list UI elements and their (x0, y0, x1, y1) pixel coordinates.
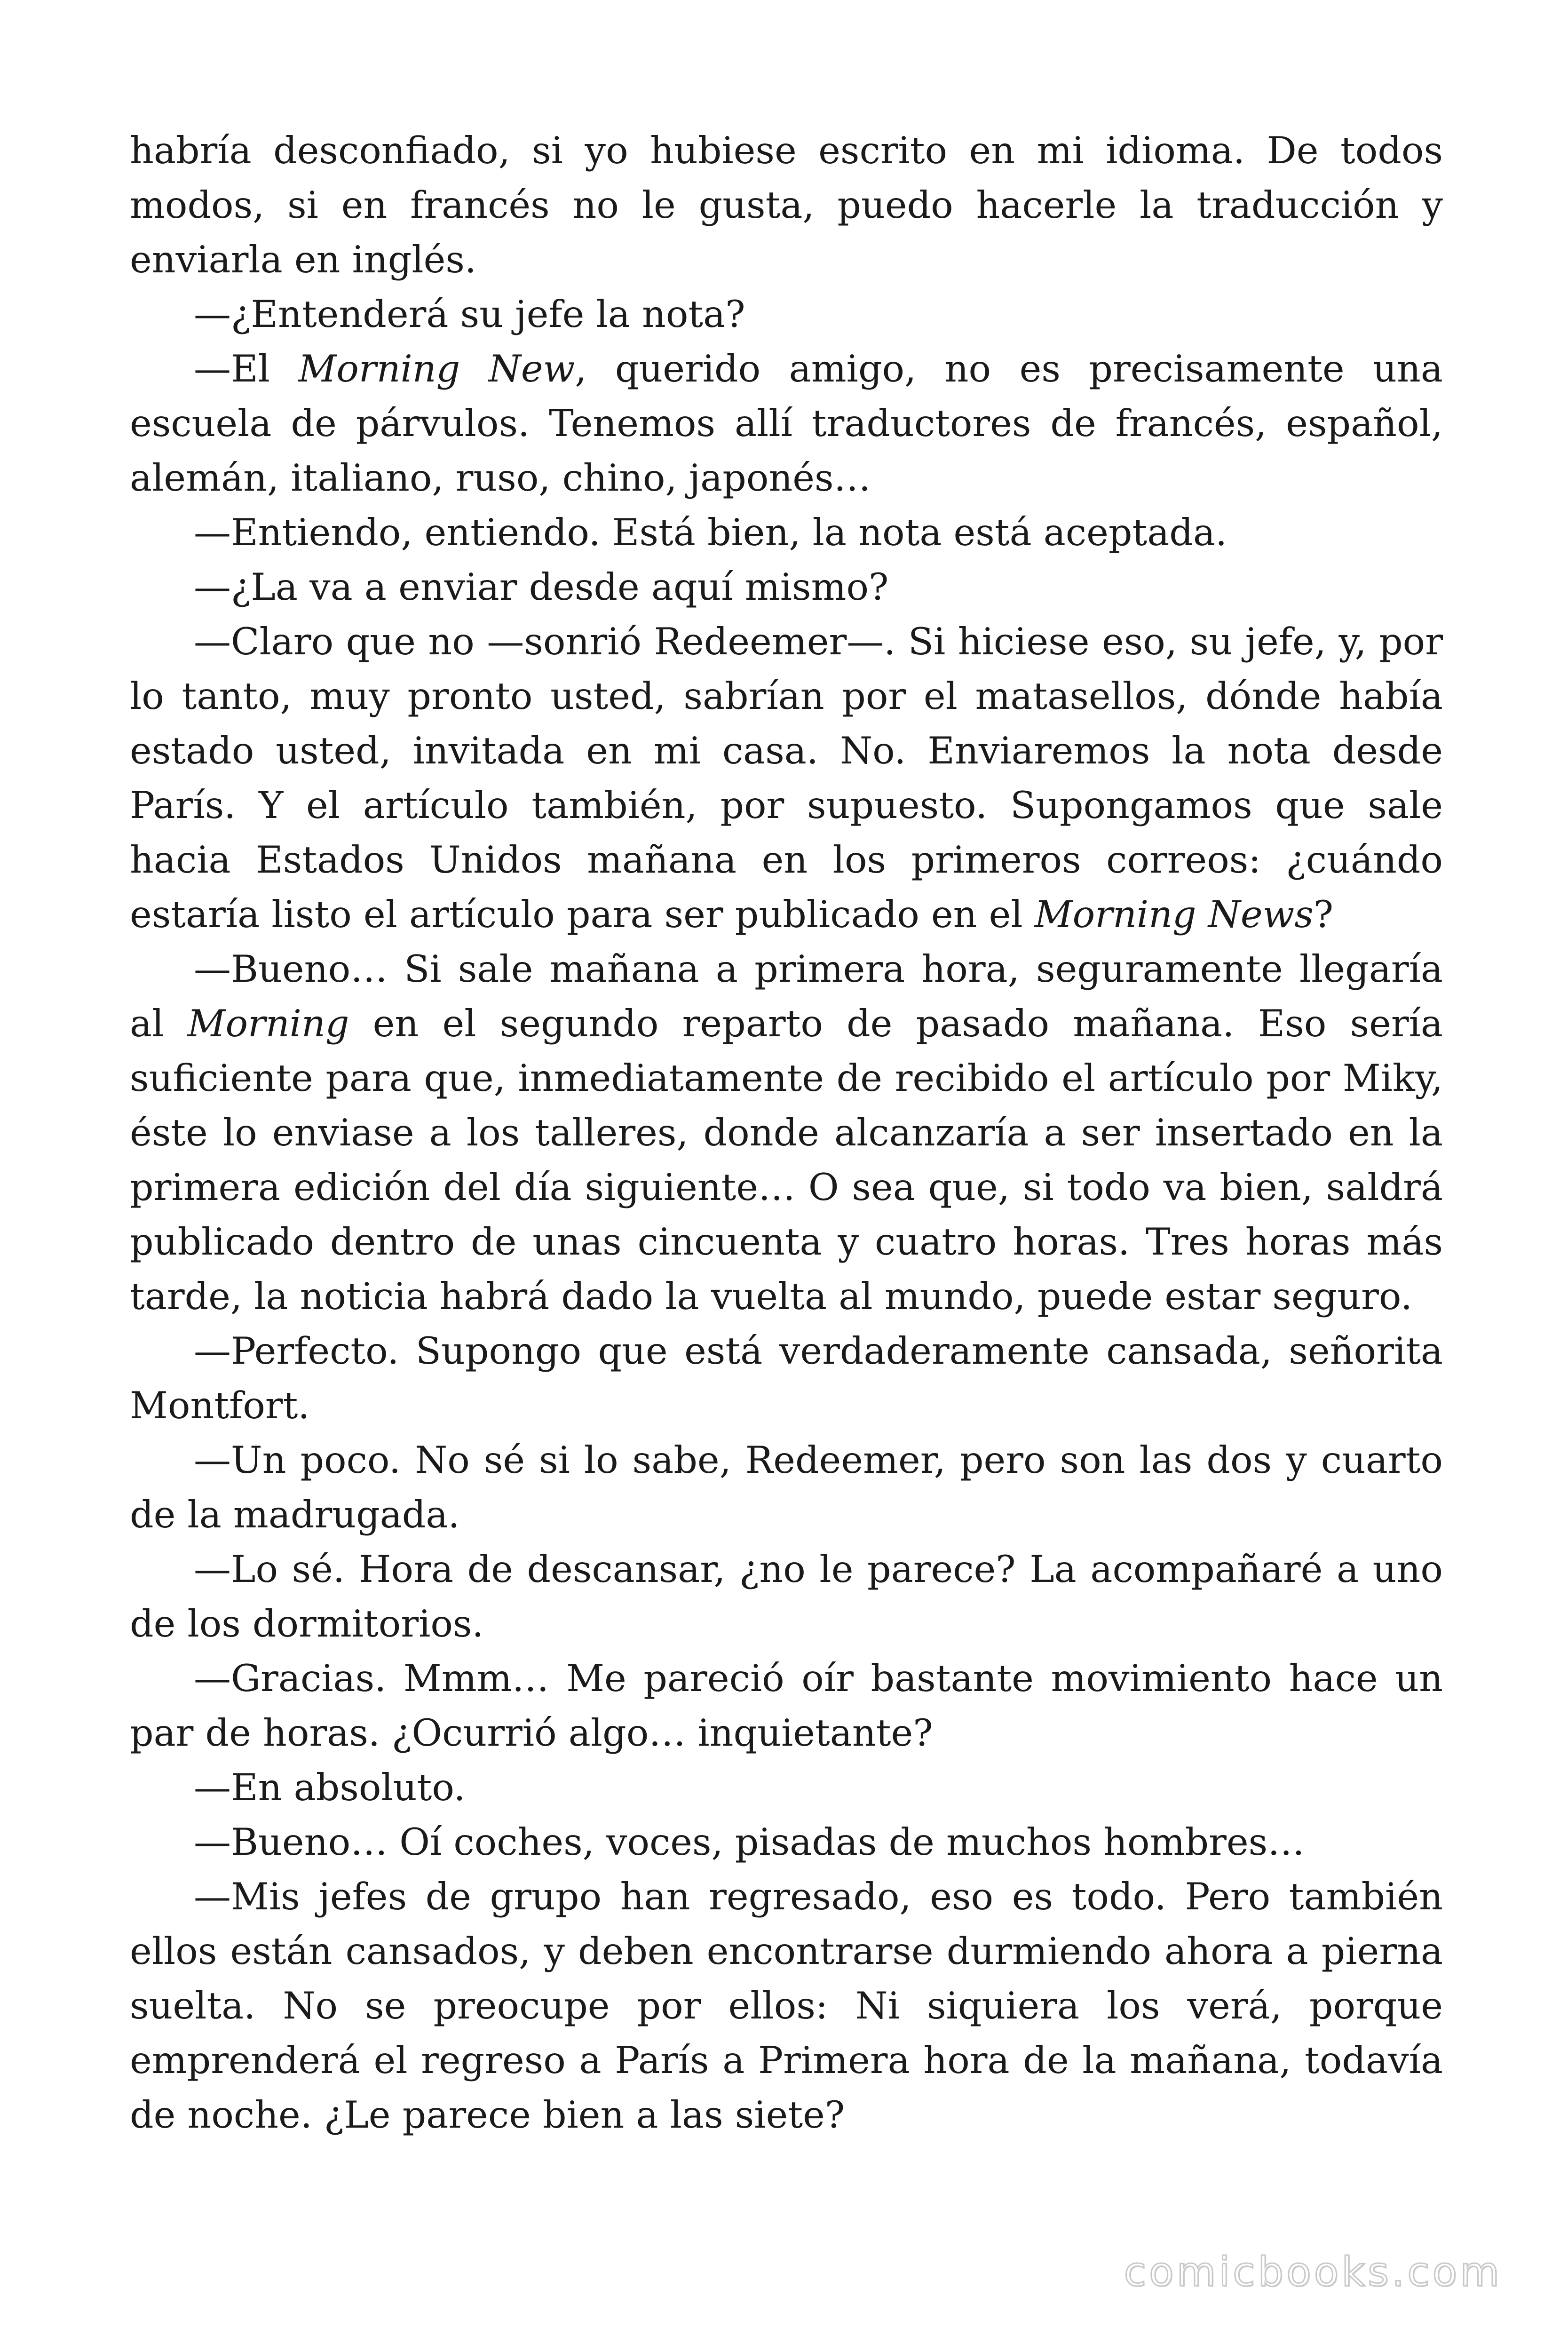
text-segment: —Mis jefes de grupo han regresado, eso es todo. Pero también ellos están cansados, y deben encontrarse durmiendo ahora a pierna suelta. No se preocupe por ellos: Ni siquiera los verá, porque emprenderá el regreso a París a Primera hora de la mañana, todavía de noche. ¿Le parece bien a las siete? (130, 1875, 1443, 2137)
watermark: comicbooks.com (1124, 2249, 1502, 2296)
paragraph (130, 1542, 1443, 1651)
paragraph (130, 614, 1443, 942)
paragraph (130, 942, 1443, 1324)
text-segment: —Bueno… Si sale mañana a primera hora, seguramente llegaría al (130, 947, 1443, 1045)
paragraph (130, 560, 1443, 614)
text-segment: —Gracias. Mmm… Me pareció oír bastante movimiento hace un par de horas. ¿Ocurrió algo… inquietante? (130, 1657, 1443, 1755)
text-segment: —En absoluto. (194, 1766, 466, 1809)
text-segment: —¿Entenderá su jefe la nota? (194, 293, 745, 336)
text-segment: , querido amigo, no es precisamente una escuela de párvulos. Tenemos allí traductores de francés, español, alemán, italiano, ruso, chino, japonés… (130, 347, 1443, 500)
paragraph (130, 342, 1443, 505)
text-segment: habría desconfiado, si yo hubiese escrito en mi idioma. De todos modos, si en francés no le gusta, puedo hacerle la traducción y enviarla en inglés. (130, 129, 1443, 281)
text-segment: —¿La va a enviar desde aquí mismo? (194, 565, 889, 609)
paragraph (130, 1815, 1443, 1869)
text-segment: —El (194, 347, 299, 390)
text-segment: —Bueno… Oí coches, voces, pisadas de muchos hombres… (194, 1820, 1305, 1864)
text-segment: —Perfecto. Supongo que está verdaderamente cansada, señorita Montfort. (130, 1329, 1443, 1427)
paragraph (130, 287, 1443, 342)
paragraph (130, 505, 1443, 560)
text-segment: —Claro que no —sonrió Redeemer—. Si hiciese eso, su jefe, y, por lo tanto, muy pronto usted, sabrían por el matasellos, dónde había estado usted, invitada en mi casa. No. Enviaremos la nota desde París. Y el artículo también, por supuesto. Supongamos que sale hacia Estados Unidos mañana en los primeros correos: ¿cuándo estaría listo el artículo para ser publicado en el (130, 620, 1443, 936)
text-body (130, 123, 1443, 2142)
italic-text: Morning News (1034, 893, 1314, 936)
text-segment: en el segundo reparto de pasado mañana. Eso sería suficiente para que, inmediatamente de recibido el artículo por Miky, éste lo enviase a los talleres, donde alcanzaría a ser insertado en la primera edición del día siguiente… O sea que, si todo va bien, saldrá publicado dentro de unas cincuenta y cuatro horas. Tres horas más tarde, la noticia habrá dado la vuelta al mundo, puede estar seguro. (130, 1002, 1443, 1318)
text-segment: —Lo sé. Hora de descansar, ¿no le parece? La acompañaré a uno de los dormitorios. (130, 1548, 1443, 1645)
paragraph (130, 1869, 1443, 2142)
paragraph (130, 1760, 1443, 1815)
paragraph (130, 1651, 1443, 1760)
italic-text: Morning (187, 1002, 349, 1045)
text-segment: —Entiendo, entiendo. Está bien, la nota está aceptada. (194, 511, 1227, 554)
italic-text: Morning New (298, 347, 575, 390)
document-page (130, 123, 1443, 2268)
paragraph (130, 1433, 1443, 1542)
text-segment: ? (1313, 893, 1334, 936)
paragraph (130, 1324, 1443, 1433)
paragraph (130, 123, 1443, 287)
text-segment: —Un poco. No sé si lo sabe, Redeemer, pero son las dos y cuarto de la madrugada. (130, 1438, 1443, 1536)
